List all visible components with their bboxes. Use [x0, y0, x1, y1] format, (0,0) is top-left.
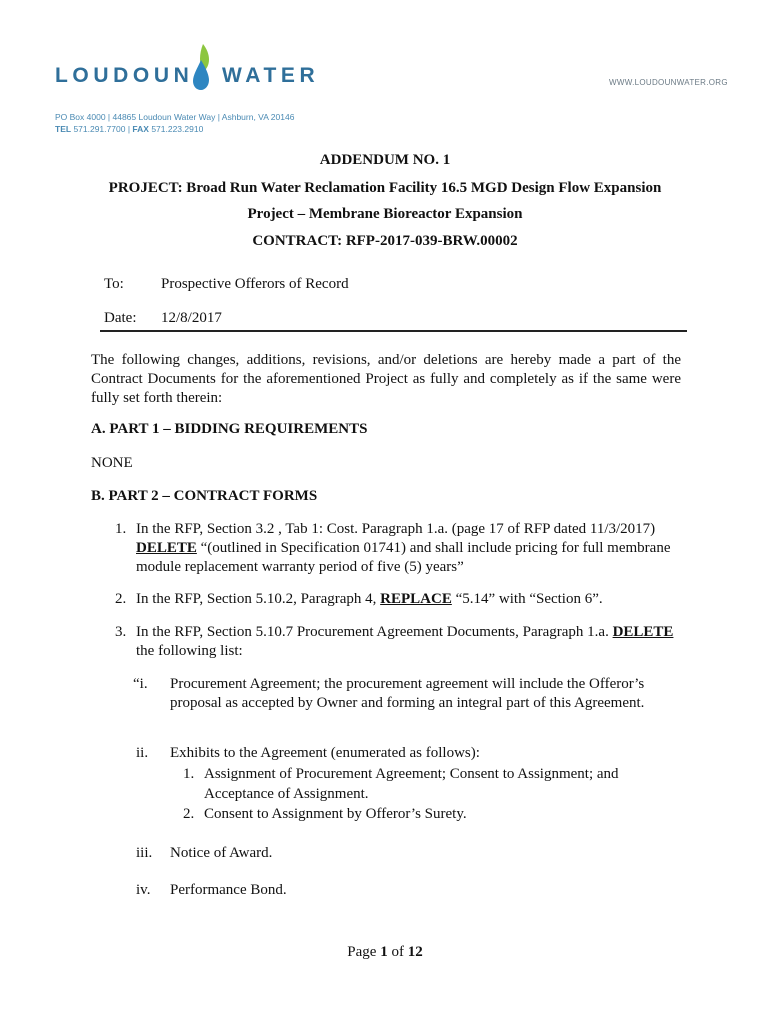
item-1-line-2 — [136, 539, 670, 559]
page-footer — [0, 943, 770, 963]
item-3-pre: In the RFP, Section 5.10.7 Procurement Agreement Documents, Paragraph 1.a. — [136, 624, 613, 640]
to-value: Prospective Offerors of Record — [161, 276, 349, 292]
intro-line-1: The following changes, additions, revisions, and/or deletions are hereby made a part of the — [91, 352, 681, 368]
contract-number: CONTRACT: RFP-2017-039-BRW.00002 — [252, 233, 518, 249]
website-url: WWW.LOUDOUNWATER.ORG — [609, 78, 728, 87]
page-number: 1 — [380, 944, 388, 960]
item-2-text — [136, 590, 603, 610]
item-3-line-1 — [136, 623, 673, 643]
list-iii-label: iii. — [136, 845, 153, 861]
tel-number: 571.291.7700 — [73, 124, 126, 134]
date-label: Date: — [104, 310, 137, 326]
item-1-line-2-text: “(outlined in Specification 01741) and shall include pricing for full membrane — [196, 540, 671, 556]
logo-text-right: WATER — [222, 64, 320, 87]
list-iii-text: Notice of Award. — [170, 845, 273, 861]
list-ii-1-line-2: Acceptance of Assignment. — [204, 786, 369, 802]
list-i-line-1: Procurement Agreement; the procurement agreement will include the Offeror’s — [170, 676, 645, 692]
fax-number: 571.223.2910 — [151, 124, 204, 134]
item-2-pre: In the RFP, Section 5.10.2, Paragraph 4, — [136, 591, 381, 607]
to-label: To: — [104, 276, 124, 292]
delete-keyword: DELETE — [136, 540, 197, 556]
list-i-line-2: proposal as accepted by Owner and forming an integral part of this Agreement. — [170, 695, 645, 711]
project-line-1: PROJECT: Broad Run Water Reclamation Facility 16.5 MGD Design Flow Expansion — [108, 180, 662, 196]
section-a-content: NONE — [91, 455, 133, 471]
water-drop-leaf-icon — [189, 42, 215, 92]
item-3-number: 3. — [115, 624, 127, 640]
address-line: PO Box 4000 | 44865 Loudoun Water Way | Ashburn, VA 20146 — [55, 112, 295, 122]
list-ii-2-text: Consent to Assignment by Offeror’s Surety. — [204, 806, 467, 822]
logo-text-left: LOUDOUN — [55, 64, 194, 87]
item-2-post: “5.14” with “Section 6”. — [451, 591, 603, 607]
page-total: 12 — [407, 944, 423, 960]
list-i-label: “i. — [133, 676, 148, 692]
list-ii-text: Exhibits to the Agreement (enumerated as follows): — [170, 745, 480, 761]
section-a-heading: A. PART 1 – BIDDING REQUIREMENTS — [91, 421, 368, 437]
section-b-heading: B. PART 2 – CONTRACT FORMS — [91, 488, 318, 504]
list-iv-label: iv. — [136, 882, 151, 898]
page-word: Page — [347, 944, 377, 960]
date-value: 12/8/2017 — [161, 310, 222, 326]
of-word: of — [391, 944, 404, 960]
list-ii-2-number: 2. — [183, 806, 195, 822]
item-1-number: 1. — [115, 521, 127, 537]
list-iv-text: Performance Bond. — [170, 882, 287, 898]
item-1-line-3: module replacement warranty period of five (5) years” — [136, 559, 464, 575]
divider — [100, 330, 687, 332]
intro-line-3: fully set forth therein: — [91, 390, 223, 406]
separator: | — [127, 124, 131, 134]
list-ii-label: ii. — [136, 745, 149, 761]
intro-line-2: Contract Documents for the aforementioned Project as fully and completely as if the same were — [91, 371, 681, 387]
tel-label: TEL — [55, 124, 72, 134]
contact-line — [55, 124, 203, 134]
item-3-line-2: the following list: — [136, 643, 243, 659]
project-line-2: Project – Membrane Bioreactor Expansion — [247, 206, 523, 222]
list-ii-1-line-1: Assignment of Procurement Agreement; Consent to Assignment; and — [204, 766, 619, 782]
item-1-line-1: In the RFP, Section 3.2 , Tab 1: Cost. Paragraph 1.a. (page 17 of RFP dated 11/3/2017) — [136, 521, 656, 537]
addendum-title: ADDENDUM NO. 1 — [319, 152, 451, 168]
replace-keyword: REPLACE — [380, 591, 452, 607]
fax-label: FAX — [132, 124, 149, 134]
delete-keyword: DELETE — [612, 624, 674, 640]
list-ii-1-number: 1. — [183, 766, 195, 782]
item-2-number: 2. — [115, 591, 127, 607]
